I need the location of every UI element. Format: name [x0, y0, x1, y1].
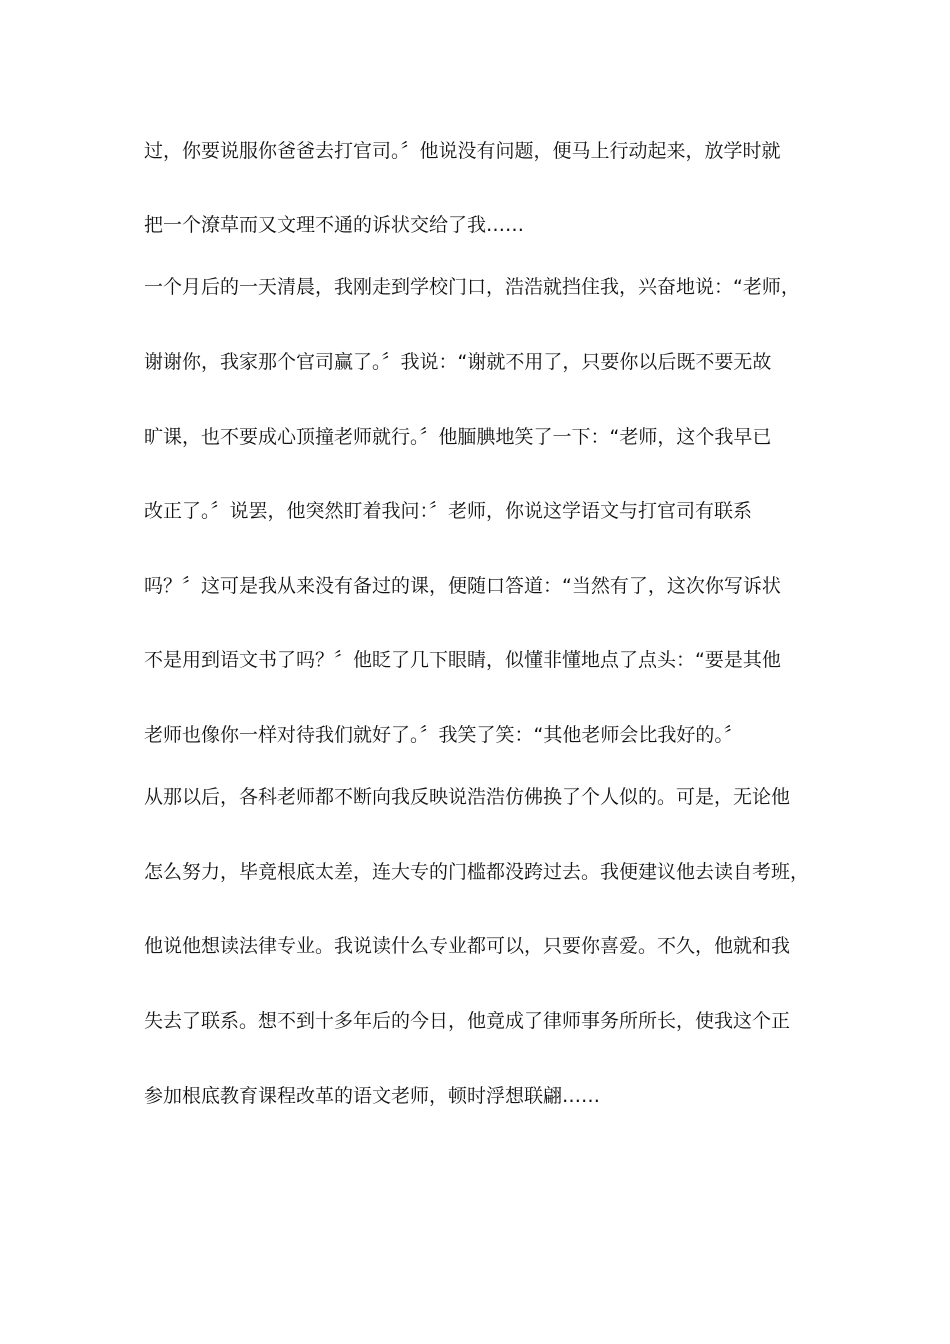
text-line: 旷课，也不要成心顶撞老师就行。〞他腼腆地笑了一下：“老师，这个我早已 — [144, 426, 772, 448]
text-line: 改正了。〞说罢，他突然盯着我问：〞老师，你说这学语文与打官司有联系 — [144, 500, 753, 522]
text-line: 参加根底教育课程改革的语文老师，顿时浮想联翩…… — [144, 1085, 601, 1107]
text-line: 吗？〞这可是我从来没有备过的课，便随口答道：“当然有了，这次你写诉状 — [144, 575, 781, 597]
text-line: 一个月后的一天清晨，我刚走到学校门口，浩浩就挡住我，兴奋地说：“老师， — [144, 276, 800, 298]
text-line: 不是用到语文书了吗？〞他眨了几下眼睛，似懂非懂地点了点头：“要是其他 — [144, 649, 781, 671]
text-line: 失去了联系。想不到十多年后的今日，他竟成了律师事务所所长，使我这个正 — [144, 1010, 791, 1032]
text-line: 怎么努力，毕竟根底太差，连大专的门槛都没跨过去。我便建议他去读自考班， — [144, 861, 810, 883]
text-line: 他说他想读法律专业。我说读什么专业都可以，只要你喜爱。不久，他就和我 — [144, 935, 791, 957]
text-line: 把一个潦草而又文理不通的诉状交给了我…… — [144, 214, 525, 236]
text-line: 老师也像你一样对待我们就好了。〞我笑了笑：“其他老师会比我好的。〞 — [144, 724, 743, 746]
text-line: 谢谢你，我家那个官司赢了。〞我说：“谢就不用了，只要你以后既不要无故 — [144, 351, 772, 373]
text-line: 过，你要说服你爸爸去打官司。〞他说没有问题，便马上行动起来，放学时就 — [144, 140, 781, 162]
text-line: 从那以后，各科老师都不断向我反映说浩浩仿佛换了个人似的。可是，无论他 — [144, 786, 791, 808]
